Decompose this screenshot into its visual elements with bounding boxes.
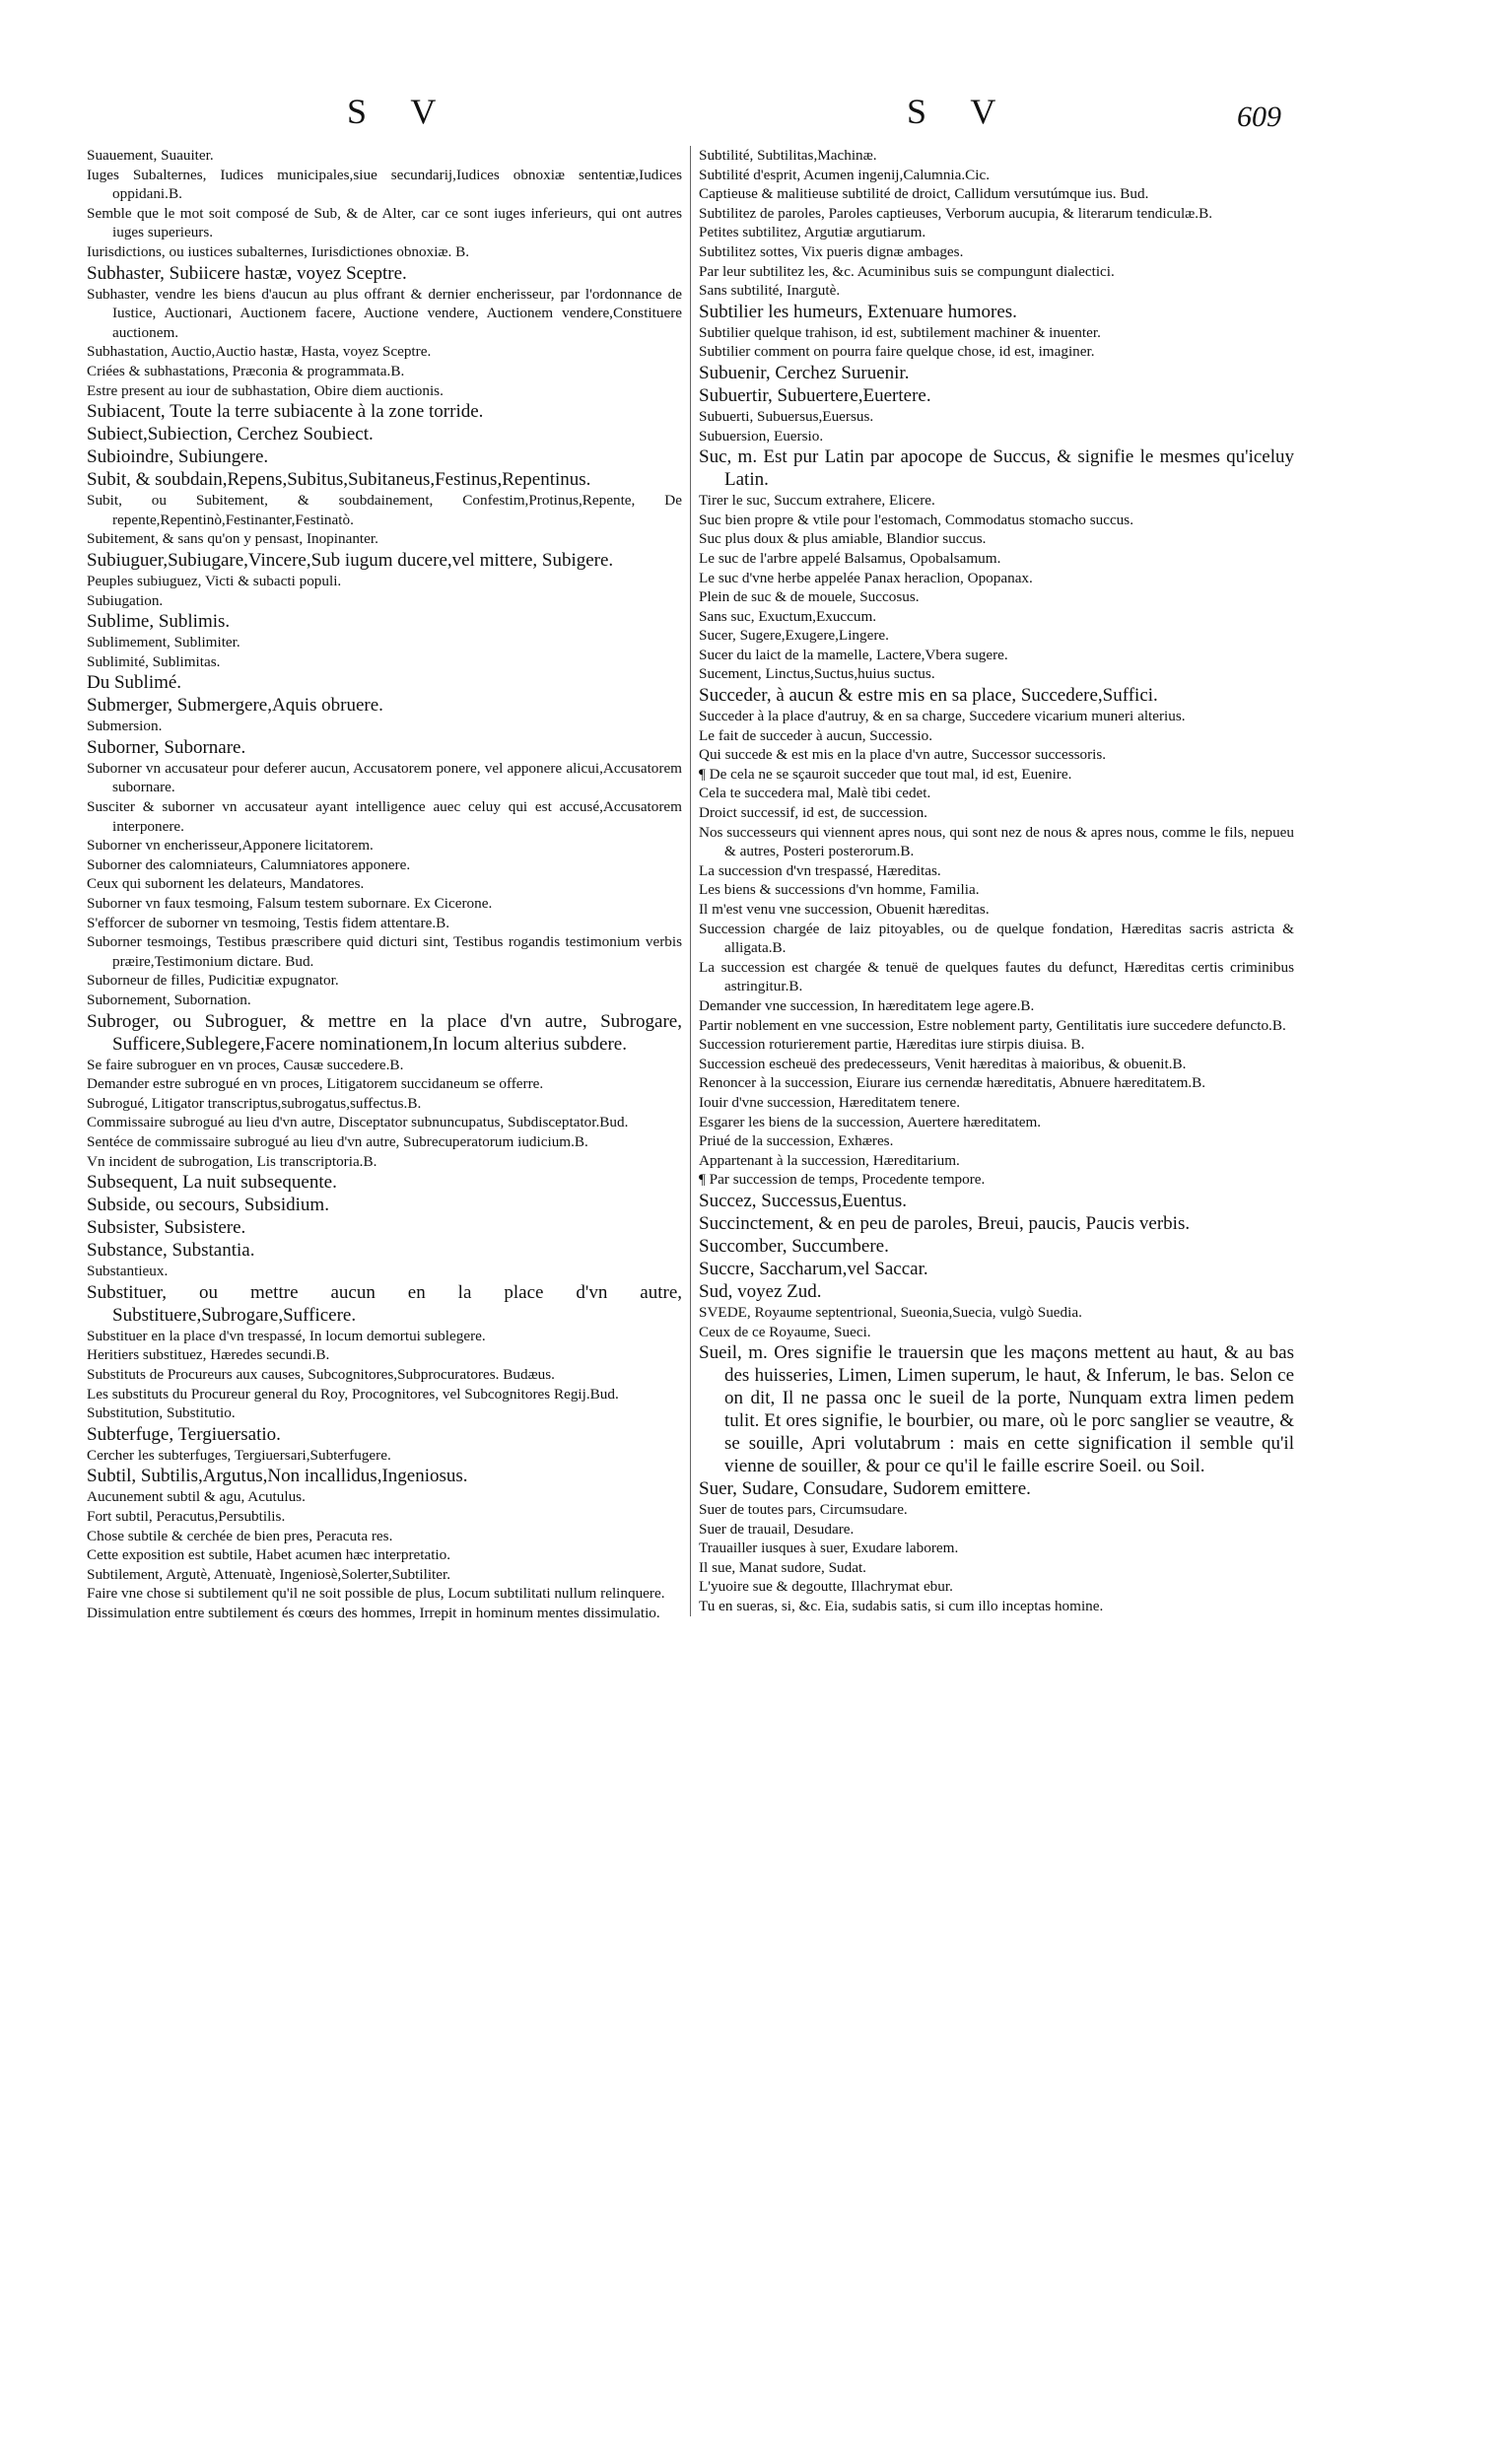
- dictionary-entry: Subiacent, Toute la terre subiacente à la zone torride.: [87, 401, 484, 423]
- running-head-right: S V: [907, 92, 1014, 131]
- dictionary-entry: Commissaire subrogué au lieu d'vn autre, Disceptator subnuncupatus, Subdisceptator.Bud.: [87, 1114, 629, 1131]
- dictionary-entry: Subtilité d'esprit, Acumen ingenij,Calumnia.Cic.: [699, 166, 991, 183]
- dictionary-entry: Estre present au iour de subhastation, Obire diem auctionis.: [87, 381, 444, 399]
- dictionary-entry: Heritiers substituez, Hæredes secundi.B.: [87, 1346, 330, 1364]
- dictionary-entry: Subtilitez sottes, Vix pueris dignæ ambages.: [699, 242, 964, 260]
- dictionary-entry: Dissimulation entre subtilement és cœurs des hommes, Irrepit in hominum mentes dissimulatio.: [87, 1604, 660, 1621]
- dictionary-entry: Appartenant à la succession, Hæreditarium.: [699, 1151, 960, 1169]
- dictionary-entry: Subuenir, Cerchez Suruenir.: [699, 362, 910, 383]
- dictionary-entry: Susciter & suborner vn accusateur ayant intelligence auec celuy qui est accusé,Accusatorem interponere.: [87, 798, 682, 835]
- dictionary-entry: Subsister, Subsistere.: [87, 1217, 246, 1239]
- dictionary-entry: Ceux de ce Royaume, Sueci.: [699, 1323, 871, 1340]
- dictionary-entry: Plein de suc & de mouele, Succosus.: [699, 588, 920, 606]
- dictionary-entry: Suborneur de filles, Pudicitiæ expugnator.: [87, 972, 339, 990]
- dictionary-entry: Submersion.: [87, 718, 163, 735]
- dictionary-entry: Petites subtilitez, Argutiæ argutiarum.: [699, 224, 926, 241]
- dictionary-entry: Subuersion, Euersio.: [699, 427, 824, 445]
- dictionary-entry: Subtilier les humeurs, Extenuare humores.: [699, 301, 1017, 322]
- dictionary-entry: Demander vne succession, In hæreditatem lege agere.B.: [699, 996, 1035, 1014]
- dictionary-entry: Nos successeurs qui viennent apres nous, qui sont nez de nous & apres nous, comme le fils, nepueu & autres, Posteri posterorum.B.: [699, 823, 1294, 860]
- dictionary-entry: Subiugation.: [87, 591, 164, 609]
- dictionary-entry: Subhaster, Subiicere hastæ, voyez Sceptre.: [87, 262, 407, 284]
- dictionary-entry: Priué de la succession, Exhæres.: [699, 1132, 894, 1150]
- dictionary-entry: Sublimité, Sublimitas.: [87, 652, 221, 670]
- dictionary-entry: Suc bien propre & vtile pour l'estomach, Commodatus stomacho succus.: [699, 511, 1133, 528]
- dictionary-entry: Subhaster, vendre les biens d'aucun au plus offrant & dernier encherisseur, par l'ordonnance de Iustice, Auctionari, Auctionem facere, Auctione vendere, Auctionem vendere,Constituere auctionem.: [87, 285, 682, 341]
- dictionary-entry: Subornement, Subornation.: [87, 992, 251, 1008]
- dictionary-entry: ¶ De cela ne se sçauroit succeder que tout mal, id est, Euenire.: [699, 765, 1072, 783]
- dictionary-entry: Iuges Subalternes, Iudices municipales,siue secundarij,Iudices obnoxiæ sententiæ,Iudices oppidani.B.: [87, 166, 682, 203]
- dictionary-entry: SVEDE, Royaume septentrional, Sueonia,Suecia, vulgò Suedia.: [699, 1303, 1082, 1321]
- dictionary-entry: Subit, ou Subitement, & soubdainement, Confestim,Protinus,Repente, De repente,Repentinò,Festinanter,Festinatò.: [87, 492, 682, 528]
- dictionary-entry: Cette exposition est subtile, Habet acumen hæc interpretatio.: [87, 1546, 451, 1564]
- dictionary-entry: Se faire subroguer en vn proces, Causæ succedere.B.: [87, 1056, 404, 1073]
- dictionary-entry: Par leur subtilitez les, &c. Acuminibus suis se compungunt dialectici.: [699, 262, 1115, 280]
- dictionary-entry: Sublimement, Sublimiter.: [87, 634, 240, 651]
- dictionary-entry: Les substituts du Procureur general du Roy, Procognitores, vel Subcognitores Regij.Bud.: [87, 1385, 619, 1403]
- dictionary-entry: Substantieux.: [87, 1263, 169, 1280]
- dictionary-entry: Succez, Successus,Euentus.: [699, 1190, 908, 1211]
- dictionary-entry: L'yuoire sue & degoutte, Illachrymat ebur.: [699, 1578, 953, 1596]
- dictionary-entry: Subside, ou secours, Subsidium.: [87, 1195, 329, 1216]
- dictionary-entry: Subtilier comment on pourra faire quelque chose, id est, imaginer.: [699, 343, 1095, 361]
- dictionary-entry: Demander estre subrogué en vn proces, Litigatorem succidaneum se offerre.: [87, 1075, 544, 1093]
- dictionary-entry: Ceux qui subornent les delateurs, Mandatores.: [87, 875, 365, 893]
- right-column: [690, 146, 1294, 1616]
- dictionary-entry: Suer de toutes pars, Circumsudare.: [699, 1501, 908, 1519]
- dictionary-entry: Subuertir, Subuertere,Euertere.: [699, 384, 931, 406]
- page-number: 609: [1237, 101, 1281, 133]
- dictionary-entry: Du Sublimé.: [87, 672, 182, 694]
- dictionary-entry: Cercher les subterfuges, Tergiuersari,Subterfugere.: [87, 1446, 391, 1464]
- dictionary-entry: Suborner des calomniateurs, Calumniatores apponere.: [87, 856, 411, 873]
- dictionary-entry: Substitution, Substitutio.: [87, 1404, 236, 1422]
- page-header: [0, 91, 1507, 140]
- dictionary-entry: Substituer en la place d'vn trespassé, In locum demortui sublegere.: [87, 1327, 486, 1344]
- dictionary-entry: Peuples subiuguez, Victi & subacti populi.: [87, 572, 342, 589]
- dictionary-entry: Qui succede & est mis en la place d'vn autre, Successor successoris.: [699, 746, 1107, 764]
- dictionary-entry: Suborner, Subornare.: [87, 736, 246, 758]
- dictionary-entry: Substance, Substantia.: [87, 1240, 255, 1262]
- dictionary-entry: Succinctement, & en peu de paroles, Breui, paucis, Paucis verbis.: [699, 1212, 1191, 1234]
- dictionary-entry: Le fait de succeder à aucun, Successio.: [699, 726, 932, 744]
- dictionary-entry: Trauailler iusques à suer, Exudare laborem.: [699, 1540, 959, 1557]
- dictionary-entry: Suer de trauail, Desudare.: [699, 1520, 855, 1538]
- dictionary-entry: Subtilier quelque trahison, id est, subtilement machiner & inuenter.: [699, 323, 1101, 341]
- dictionary-entry: ¶ Par succession de temps, Procedente tempore.: [699, 1171, 986, 1189]
- dictionary-entry: Le suc de l'arbre appelé Balsamus, Opobalsamum.: [699, 549, 1001, 567]
- dictionary-entry: Suer, Sudare, Consudare, Sudorem emittere.: [699, 1478, 1031, 1500]
- dictionary-entry: Suauement, Suauiter.: [87, 147, 214, 164]
- dictionary-entry: Subioindre, Subiungere.: [87, 446, 269, 468]
- dictionary-entry: Subroger, ou Subroguer, & mettre en la place d'vn autre, Subrogare, Sufficere,Sublegere,Facere nominationem,In locum alterius subdere.: [87, 1010, 682, 1055]
- dictionary-entry: Sueil, m. Ores signifie le trauersin que les maçons mettent au haut, & au bas des huisseries, Limen, Limen superum, le haut, & Inferum, le bas. Selon ce on dit, Il ne passa onc le sueil de la porte, Nunquam extra limen pedem tulit. Et ores signifie, le bourbier, ou mare, où le porc sanglier se veautre, & se souille, Apri volutabrum : mais en cette signification il semble qu'il vienne de souiller, & pour ce qu'il le faille escrire Soeil. ou Soil.: [699, 1342, 1294, 1477]
- running-head-left: S V: [347, 92, 454, 131]
- left-column: [87, 146, 682, 1622]
- dictionary-entry: Suc plus doux & plus amiable, Blandior succus.: [699, 530, 987, 548]
- dictionary-entry: Renoncer à la succession, Eiurare ius cernendæ hæreditatis, Abnuere hæreditatem.B.: [699, 1074, 1206, 1092]
- dictionary-entry: Cela te succedera mal, Malè tibi cedet.: [699, 785, 931, 802]
- dictionary-entry: Succession chargée de laiz pitoyables, ou de quelque fondation, Hæreditas sacris astricta & alligata.B.: [699, 920, 1294, 957]
- dictionary-entry: Fort subtil, Peracutus,Persubtilis.: [87, 1507, 286, 1525]
- dictionary-entry: Sans suc, Exuctum,Exuccum.: [699, 607, 877, 625]
- dictionary-entry: Submerger, Submergere,Aquis obruere.: [87, 695, 383, 717]
- dictionary-entry: Droict successif, id est, de succession.: [699, 804, 927, 822]
- dictionary-entry: Subtil, Subtilis,Argutus,Non incallidus,Ingeniosus.: [87, 1466, 468, 1487]
- dictionary-entry: La succession est chargée & tenuë de quelques fautes du defunct, Hæreditas certis criminibus astringitur.B.: [699, 958, 1294, 995]
- dictionary-entry: Substituer, ou mettre aucun en la place d'vn autre, Substituere,Subrogare,Sufficere.: [87, 1281, 682, 1326]
- dictionary-entry: Il m'est venu vne succession, Obuenit hæreditas.: [699, 901, 990, 918]
- dictionary-entry: Subitement, & sans qu'on y pensast, Inopinanter.: [87, 530, 378, 548]
- dictionary-entry: Substituts de Procureurs aux causes, Subcognitores,Subprocuratores. Budæus.: [87, 1365, 555, 1383]
- dictionary-entry: Suborner vn faux tesmoing, Falsum testem subornare. Ex Cicerone.: [87, 895, 493, 913]
- dictionary-entry: Partir noblement en vne succession, Estre noblement party, Gentilitatis iure succedere defuncto.B.: [699, 1016, 1286, 1034]
- dictionary-entry: Suborner vn accusateur pour deferer aucun, Accusatorem ponere, vel apponere alicui,Accusatorem subornare.: [87, 759, 682, 796]
- dictionary-entry: Iouir d'vne succession, Hæreditatem tenere.: [699, 1093, 961, 1111]
- dictionary-entry: Succession roturierement partie, Hæreditas iure stirpis diuisa. B.: [699, 1036, 1085, 1054]
- dictionary-entry: Subsequent, La nuit subsequente.: [87, 1172, 337, 1194]
- dictionary-entry: Faire vne chose si subtilement qu'il ne soit possible de plus, Locum subtilitati nullum relinquere.: [87, 1585, 665, 1603]
- dictionary-entry: Subtilement, Argutè, Attenuatè, Ingeniosè,Solerter,Subtiliter.: [87, 1565, 451, 1583]
- dictionary-entry: Succeder, à aucun & estre mis en sa place, Succedere,Suffici.: [699, 685, 1158, 707]
- dictionary-entry: Subuerti, Subuersus,Euersus.: [699, 407, 874, 425]
- dictionary-entry: La succession d'vn trespassé, Hæreditas.: [699, 861, 941, 879]
- dictionary-entry: Il sue, Manat sudore, Sudat.: [699, 1558, 866, 1576]
- dictionary-entry: Subterfuge, Tergiuersatio.: [87, 1423, 281, 1445]
- dictionary-entry: Le suc d'vne herbe appelée Panax heraclion, Opopanax.: [699, 569, 1033, 586]
- dictionary-entry: Chose subtile & cerchée de bien pres, Peracuta res.: [87, 1527, 393, 1544]
- dictionary-entry: Succeder à la place d'autruy, & en sa charge, Succedere vicarium muneri alterius.: [699, 708, 1186, 725]
- dictionary-entry: Subiuguer,Subiugare,Vincere,Sub iugum ducere,vel mittere, Subigere.: [87, 549, 614, 571]
- dictionary-entry: Sucer, Sugere,Exugere,Lingere.: [699, 627, 889, 645]
- dictionary-entry: Subtilité, Subtilitas,Machinæ.: [699, 147, 877, 164]
- dictionary-entry: Subhastation, Auctio,Auctio hastæ, Hasta, voyez Sceptre.: [87, 343, 432, 361]
- dictionary-entry: Iurisdictions, ou iustices subalternes, Iurisdictiones obnoxiæ. B.: [87, 242, 470, 260]
- dictionary-entry: Suborner tesmoings, Testibus præscribere quid dicturi sint, Testibus rogandis testimonium verbis præire,Testimonium dictare. Bud.: [87, 933, 682, 970]
- dictionary-entry: S'efforcer de suborner vn tesmoing, Testis fidem attentare.B.: [87, 914, 450, 931]
- dictionary-entry: Sucer du laict de la mamelle, Lactere,Vbera sugere.: [699, 646, 1008, 663]
- dictionary-entry: Subiect,Subiection, Cerchez Soubiect.: [87, 424, 374, 445]
- dictionary-entry: Tu en sueras, si, &c. Eia, sudabis satis, si cum illo inceptas homine.: [699, 1598, 1104, 1615]
- dictionary-entry: Sucement, Linctus,Suctus,huius suctus.: [699, 665, 935, 683]
- dictionary-entry: Vn incident de subrogation, Lis transcriptoria.B.: [87, 1152, 377, 1170]
- dictionary-entry: Succomber, Succumbere.: [699, 1235, 889, 1257]
- dictionary-entry: Subit, & soubdain,Repens,Subitus,Subitaneus,Festinus,Repentinus.: [87, 469, 591, 491]
- dictionary-entry: Sans subtilité, Inargutè.: [699, 282, 841, 300]
- dictionary-entry: Esgarer les biens de la succession, Auertere hæreditatem.: [699, 1113, 1042, 1130]
- dictionary-entry: Sud, voyez Zud.: [699, 1280, 822, 1302]
- dictionary-entry: Tirer le suc, Succum extrahere, Elicere.: [699, 492, 935, 510]
- dictionary-entry: Semble que le mot soit composé de Sub, & de Alter, car ce sont iuges inferieurs, qui ont autres iuges superieurs.: [87, 204, 682, 241]
- dictionary-entry: Subrogué, Litigator transcriptus,subrogatus,suffectus.B.: [87, 1094, 422, 1112]
- dictionary-entry: Sentéce de commissaire subrogué au lieu d'vn autre, Subrecuperatorum iudicium.B.: [87, 1132, 588, 1150]
- dictionary-entry: Succession escheuë des predecesseurs, Venit hæreditas à maioribus, & obuenit.B.: [699, 1055, 1187, 1072]
- dictionary-entry: Suc, m. Est pur Latin par apocope de Succus, & signifie le mesmes qu'iceluy Latin.: [699, 446, 1294, 491]
- dictionary-entry: Criées & subhastations, Præconia & programmata.B.: [87, 362, 405, 379]
- dictionary-entry: Captieuse & malitieuse subtilité de droict, Callidum versutúmque ius. Bud.: [699, 185, 1149, 203]
- dictionary-entry: Subtilitez de paroles, Paroles captieuses, Verborum aucupia, & literarum tendiculæ.B.: [699, 204, 1213, 222]
- dictionary-entry: Les biens & successions d'vn homme, Familia.: [699, 881, 980, 899]
- dictionary-entry: Aucunement subtil & agu, Acutulus.: [87, 1488, 306, 1506]
- dictionary-entry: Sublime, Sublimis.: [87, 611, 231, 633]
- dictionary-entry: Succre, Saccharum,vel Saccar.: [699, 1258, 928, 1279]
- dictionary-entry: Suborner vn encherisseur,Apponere licitatorem.: [87, 837, 374, 855]
